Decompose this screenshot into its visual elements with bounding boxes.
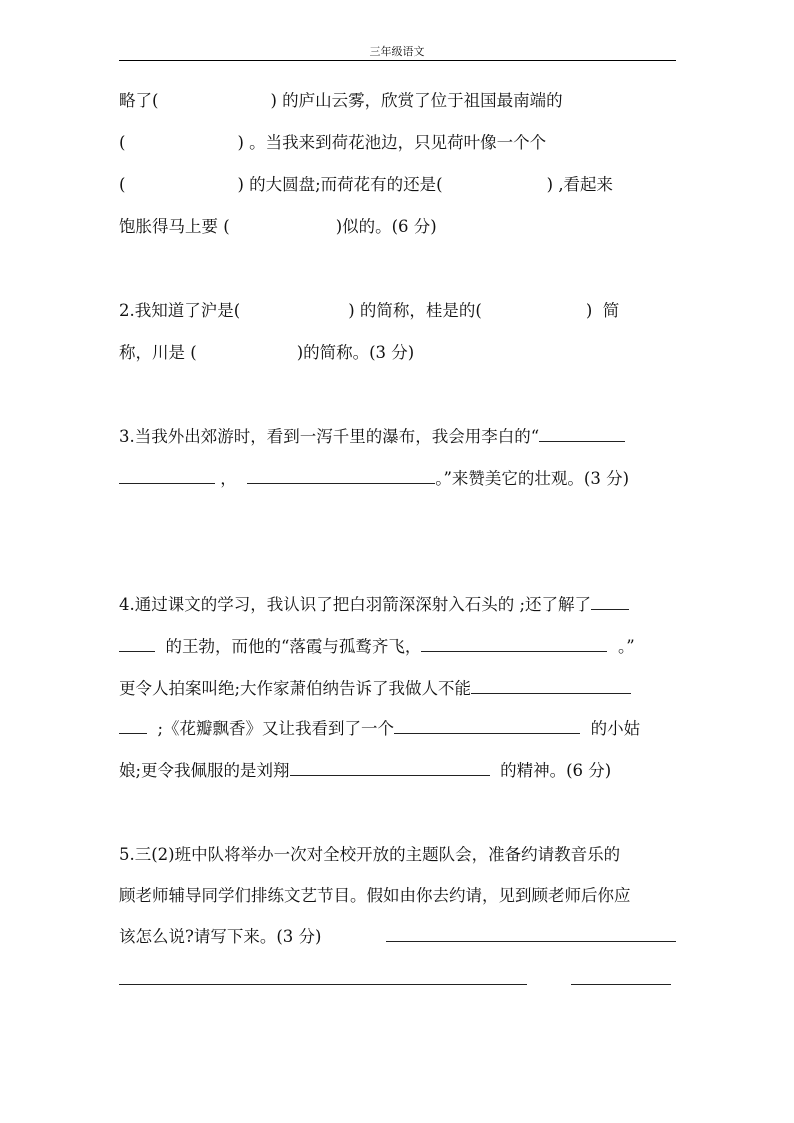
q5-text: 该怎么说?请写下来。(3 分) bbox=[119, 927, 322, 946]
q1-text: 饱胀得马上要 bbox=[119, 217, 218, 236]
q5-answer-line-3[interactable] bbox=[571, 984, 671, 985]
q1-text: 的大圆盘;而荷花有的还是( bbox=[249, 175, 443, 194]
q1-text: ) bbox=[546, 175, 554, 194]
q2-text: ) bbox=[585, 301, 593, 320]
q1-text: ) bbox=[270, 91, 277, 110]
q4-text: 更令人拍案叫绝;大作家萧伯纳告诉了我做人不能 bbox=[119, 679, 472, 698]
q2-text: )的简称。(3 分) bbox=[296, 343, 415, 362]
q1-text: 略了( bbox=[119, 91, 159, 110]
q4-answer-blank-3[interactable] bbox=[421, 636, 607, 652]
q1-line-1 bbox=[119, 90, 679, 112]
q4-line-4 bbox=[119, 718, 679, 740]
q5-text: 5.三(2)班中队将举办一次对全校开放的主题队会，准备约请教音乐的 bbox=[119, 845, 621, 864]
q1-text: ( bbox=[119, 133, 126, 152]
q1-line-4 bbox=[119, 216, 679, 238]
q1-line-3 bbox=[119, 174, 679, 196]
q5-line-3 bbox=[119, 926, 679, 948]
q3-answer-blank-2[interactable] bbox=[119, 468, 215, 484]
q4-line-1 bbox=[119, 594, 679, 616]
q2-text: 简 bbox=[602, 301, 620, 320]
q1-text: ( bbox=[119, 175, 126, 194]
q5-line-1 bbox=[119, 844, 679, 866]
q4-answer-blank-2[interactable] bbox=[119, 636, 155, 652]
q4-text: 的王勃，而他的“落霞与孤鹜齐飞， bbox=[165, 637, 422, 656]
q4-answer-blank-5[interactable] bbox=[119, 718, 147, 734]
q2-line-2 bbox=[119, 342, 679, 364]
q5-answer-line-1[interactable] bbox=[386, 941, 676, 942]
q2-text: ( bbox=[190, 343, 197, 362]
q2-line-1 bbox=[119, 300, 679, 322]
q1-text: ) bbox=[237, 133, 244, 152]
q4-text: 4.通过课文的学习，我认识了把白羽箭深深射入石头的 ;还了解了 bbox=[119, 595, 592, 614]
q3-line-1 bbox=[119, 426, 679, 448]
q3-answer-blank-3[interactable] bbox=[247, 468, 435, 484]
header-rule bbox=[119, 60, 676, 61]
q2-text: 称，川是 bbox=[119, 343, 185, 362]
q4-line-3 bbox=[119, 678, 679, 700]
q5-line-2 bbox=[119, 885, 679, 907]
q3-line-2 bbox=[119, 468, 679, 490]
q1-line-2 bbox=[119, 132, 679, 154]
q1-text: 。当我来到荷花池边，只见荷叶像一个个 bbox=[249, 133, 547, 152]
q2-text: 2.我知道了沪是( bbox=[119, 301, 241, 320]
q4-answer-blank-1[interactable] bbox=[591, 594, 629, 610]
q1-text: ) bbox=[237, 175, 244, 194]
q2-text: ) bbox=[348, 301, 355, 320]
q4-text: 娘;更令我佩服的是刘翔 bbox=[119, 761, 290, 780]
q1-text: ,看起来 bbox=[558, 175, 614, 194]
q1-text: )似的。(6 分) bbox=[335, 217, 437, 236]
q5-text: 顾老师辅导同学们排练文艺节目。假如由你去约请，见到顾老师后你应 bbox=[119, 886, 631, 905]
q4-text: 的小姑 bbox=[590, 719, 641, 738]
q1-text: 的庐山云雾，欣赏了位于祖国最南端的 bbox=[282, 91, 563, 110]
q1-text: ( bbox=[223, 217, 230, 236]
q3-text: 3.当我外出郊游时，看到一泻千里的瀑布，我会用李白的“ bbox=[119, 427, 540, 446]
q2-text: 的简称，桂是的( bbox=[359, 301, 482, 320]
q4-line-2 bbox=[119, 636, 679, 658]
q3-answer-blank-1[interactable] bbox=[539, 426, 625, 442]
q4-line-5 bbox=[119, 760, 679, 782]
q4-text: 。” bbox=[617, 637, 635, 656]
q4-answer-blank-4[interactable] bbox=[471, 678, 631, 694]
q5-answer-line-2[interactable] bbox=[119, 984, 527, 985]
q4-text: 的精神。(6 分) bbox=[500, 761, 612, 780]
q3-text: 。”来赞美它的壮观。(3 分) bbox=[435, 469, 630, 488]
q3-text: ， bbox=[220, 469, 237, 488]
page-header-title: 三年级语文 bbox=[369, 45, 425, 58]
q4-text: ;《花瓣飘香》又让我看到了一个 bbox=[157, 719, 395, 738]
q4-answer-blank-7[interactable] bbox=[290, 760, 490, 776]
q4-answer-blank-6[interactable] bbox=[394, 718, 580, 734]
